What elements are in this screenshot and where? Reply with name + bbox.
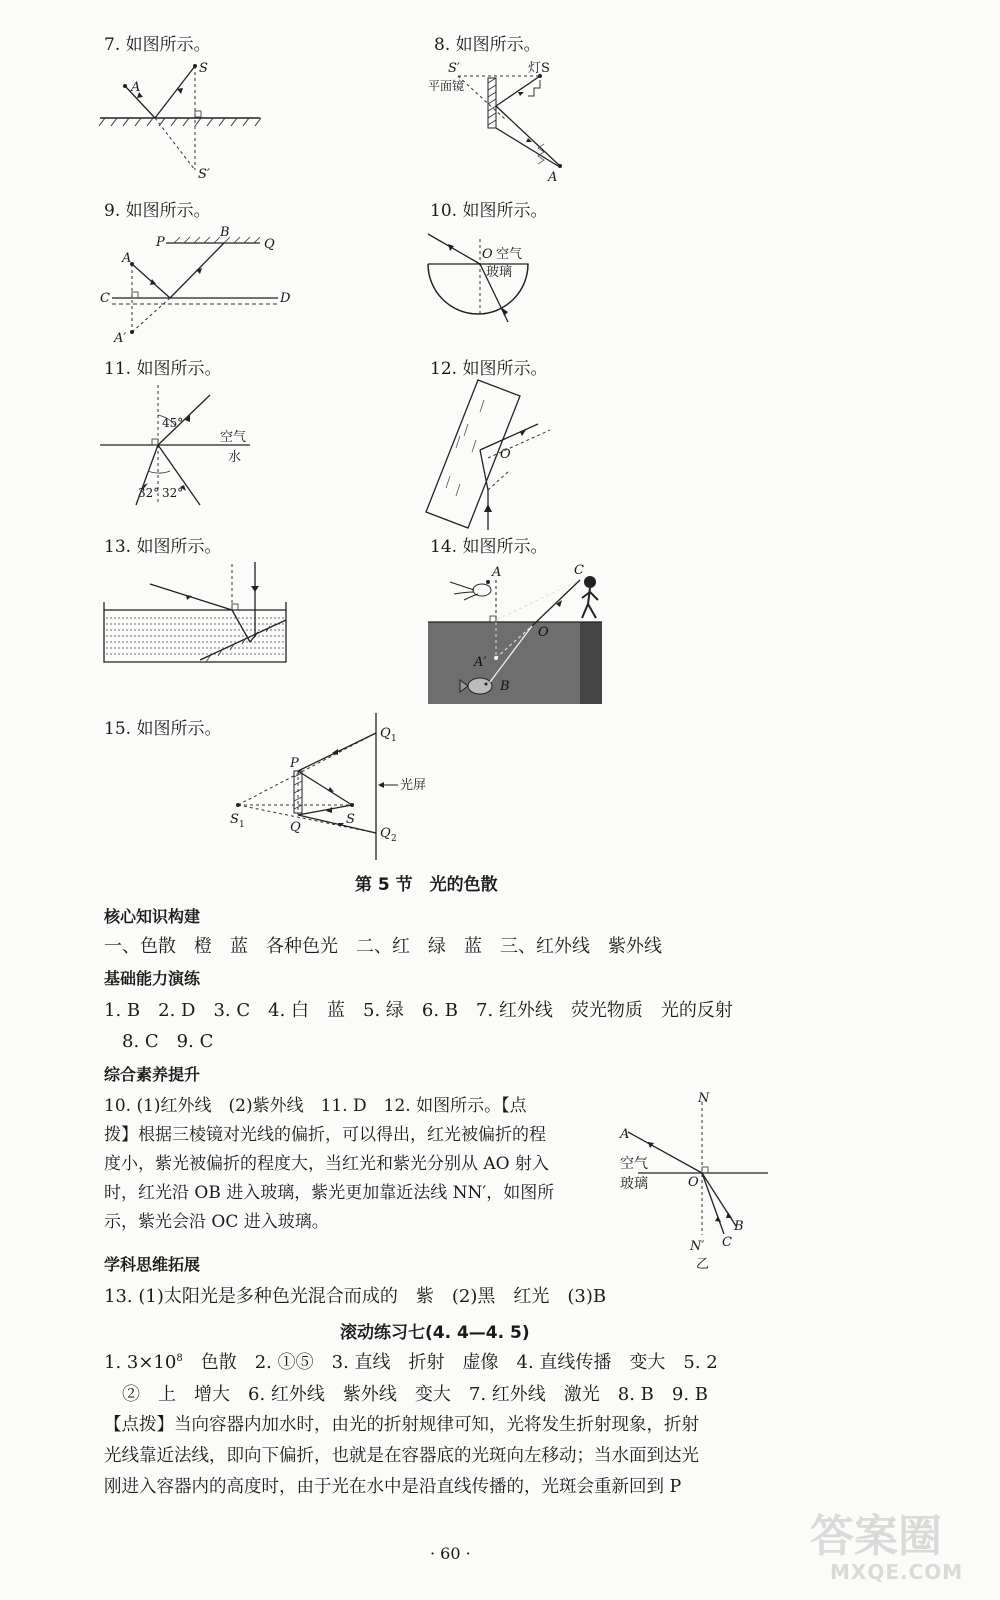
think-answers: 13. (1)太阳光是多种色光混合而成的 紫 (2)黑 红光 (3)B [104,1286,607,1307]
q8-Sp: S′ [448,61,460,76]
core-heading: 核心知识构建 [104,907,201,926]
q9-A: A [122,251,132,266]
dispersion-figure [618,1090,778,1270]
q11-air: 空气 [220,430,247,445]
disp-Np: N′ [690,1239,705,1254]
q10-glass: 玻璃 [486,265,513,280]
disp-air: 空气 [620,1156,648,1172]
q12-O: O [500,447,511,462]
q15-screen: 光屏 [400,778,427,793]
q14-A: A [492,565,502,580]
disp-caption: 乙 [696,1257,710,1272]
q14-O: O [538,625,549,640]
q11-figure [100,385,300,515]
q8-figure [428,58,608,188]
q7-A: A [131,80,141,95]
q9-figure [100,224,300,352]
q9-B: B [220,225,230,240]
comp-heading: 综合素养提升 [104,1065,201,1084]
q13-figure [100,562,300,667]
comp-line-3: 度小，紫光被偏折的程度大，当红光和紫光分别从 AO 射入 [104,1154,550,1174]
q7-S: S [199,61,208,76]
q15-Q2: Q [380,826,391,841]
comp-answers [104,1092,624,1237]
q15-Q1-sub: 1 [391,734,397,744]
q10-figure [420,224,570,334]
q12-label: 12. 如图所示。 [430,359,548,379]
q9-D: D [280,291,291,306]
q10-O: O [482,247,493,262]
q11-water: 水 [228,450,242,465]
q9-label: 9. 如图所示。 [104,201,211,221]
disp-glass: 玻璃 [620,1176,648,1192]
q11-angle-top: 45° [162,416,184,430]
basic-answers-1: 1. B 2. D 3. C 4. 白 蓝 5. 绿 6. B 7. 红外线 荧光物质 光的反射 [104,1000,733,1021]
q14-label: 14. 如图所示。 [430,537,548,557]
q7-label: 7. 如图所示。 [104,35,211,55]
q15-label: 15. 如图所示。 [104,719,222,739]
q14-C: C [574,563,584,578]
rolling-line-4: 光线靠近法线，即向下偏折，也就是在容器底的光斑向左移动；当水面到达光 [104,1446,699,1466]
q15-figure [228,705,438,865]
q14-Ap: A′ [474,655,487,670]
watermark-url: MXQE.COM [830,1560,964,1584]
q8-A: A [548,170,558,185]
q12-figure [420,380,560,530]
page-number: · 60 · [430,1544,471,1563]
rolling-title: 滚动练习七(4. 4—4. 5) [340,1323,530,1343]
comp-line-4: 时，红光沿 OB 进入玻璃，紫光更加靠近法线 NN′，如图所 [104,1183,555,1203]
section5-title: 第 5 节 光的色散 [355,875,498,895]
q15-S1: S [230,812,239,827]
comp-line-1: 10. (1)红外线 (2)紫外线 11. D 12. 如图所示。【点 [104,1096,527,1116]
q7-Sp: S′ [198,167,210,182]
core-answers: 一、色散 橙 蓝 各种色光 二、红 绿 蓝 三、红外线 紫外线 [104,936,662,957]
q8-label: 8. 如图所示。 [434,35,541,55]
q10-air: 空气 [496,247,523,262]
q15-Q2-sub: 2 [391,834,397,844]
q15-Q1: Q [380,726,391,741]
rolling-line-2: ② 上 增大 6. 红外线 紫外线 变大 7. 红外线 激光 8. B 9. B [122,1384,709,1405]
q10-label: 10. 如图所示。 [430,201,548,221]
q15-P: P [290,756,299,771]
q11-angle-left: 32° [138,486,160,500]
q15-Q: Q [290,820,301,835]
watermark-logo: 答案圈 [810,1511,942,1562]
disp-C: C [722,1235,732,1250]
q7-figure [95,58,275,188]
q9-P: P [156,235,165,250]
q8-lamp: 灯S [528,61,550,76]
q14-B: B [500,679,510,694]
rolling-line-1a: 1. 3×10 [104,1352,177,1373]
comp-line-5: 示，紫光会沿 OC 进入玻璃。 [104,1212,329,1232]
rolling-line-3: 【点拨】当向容器内加水时，由光的折射规律可知，光将发生折射现象，折射 [104,1415,699,1435]
q9-Q: Q [264,237,275,252]
q14-figure [420,560,620,705]
q9-C: C [100,291,110,306]
basic-answers-2: 8. C 9. C [122,1031,214,1052]
disp-N: N [698,1091,710,1106]
rolling-line-5: 刚进入容器内的高度时，由于光在水中是沿直线传播的，光斑会重新回到 P [104,1477,682,1497]
q8-mirror: 平面镜 [428,79,465,93]
q11-angle-right: 32° [162,486,184,500]
rolling-explain [104,1410,784,1503]
disp-A: A [620,1127,630,1142]
think-heading: 学科思维拓展 [104,1255,201,1274]
rolling-line-1 [104,1348,718,1374]
q13-label: 13. 如图所示。 [104,537,222,557]
rolling-line-1-sup: 8 [176,1353,183,1364]
disp-O: O [688,1175,699,1190]
comp-line-2: 拨】根据三棱镜对光线的偏折，可以得出，红光被偏折的程 [104,1125,546,1145]
disp-B: B [734,1219,744,1234]
q15-S: S [346,812,355,827]
q11-label: 11. 如图所示。 [104,359,222,379]
basic-heading: 基础能力演练 [104,969,201,988]
rolling-line-1b: 色散 2. ①⑤ 3. 直线 折射 虚像 4. 直线传播 变大 5. 2 [182,1352,718,1373]
q15-S1-sub: 1 [239,820,245,830]
q9-Ap: A′ [114,331,127,346]
